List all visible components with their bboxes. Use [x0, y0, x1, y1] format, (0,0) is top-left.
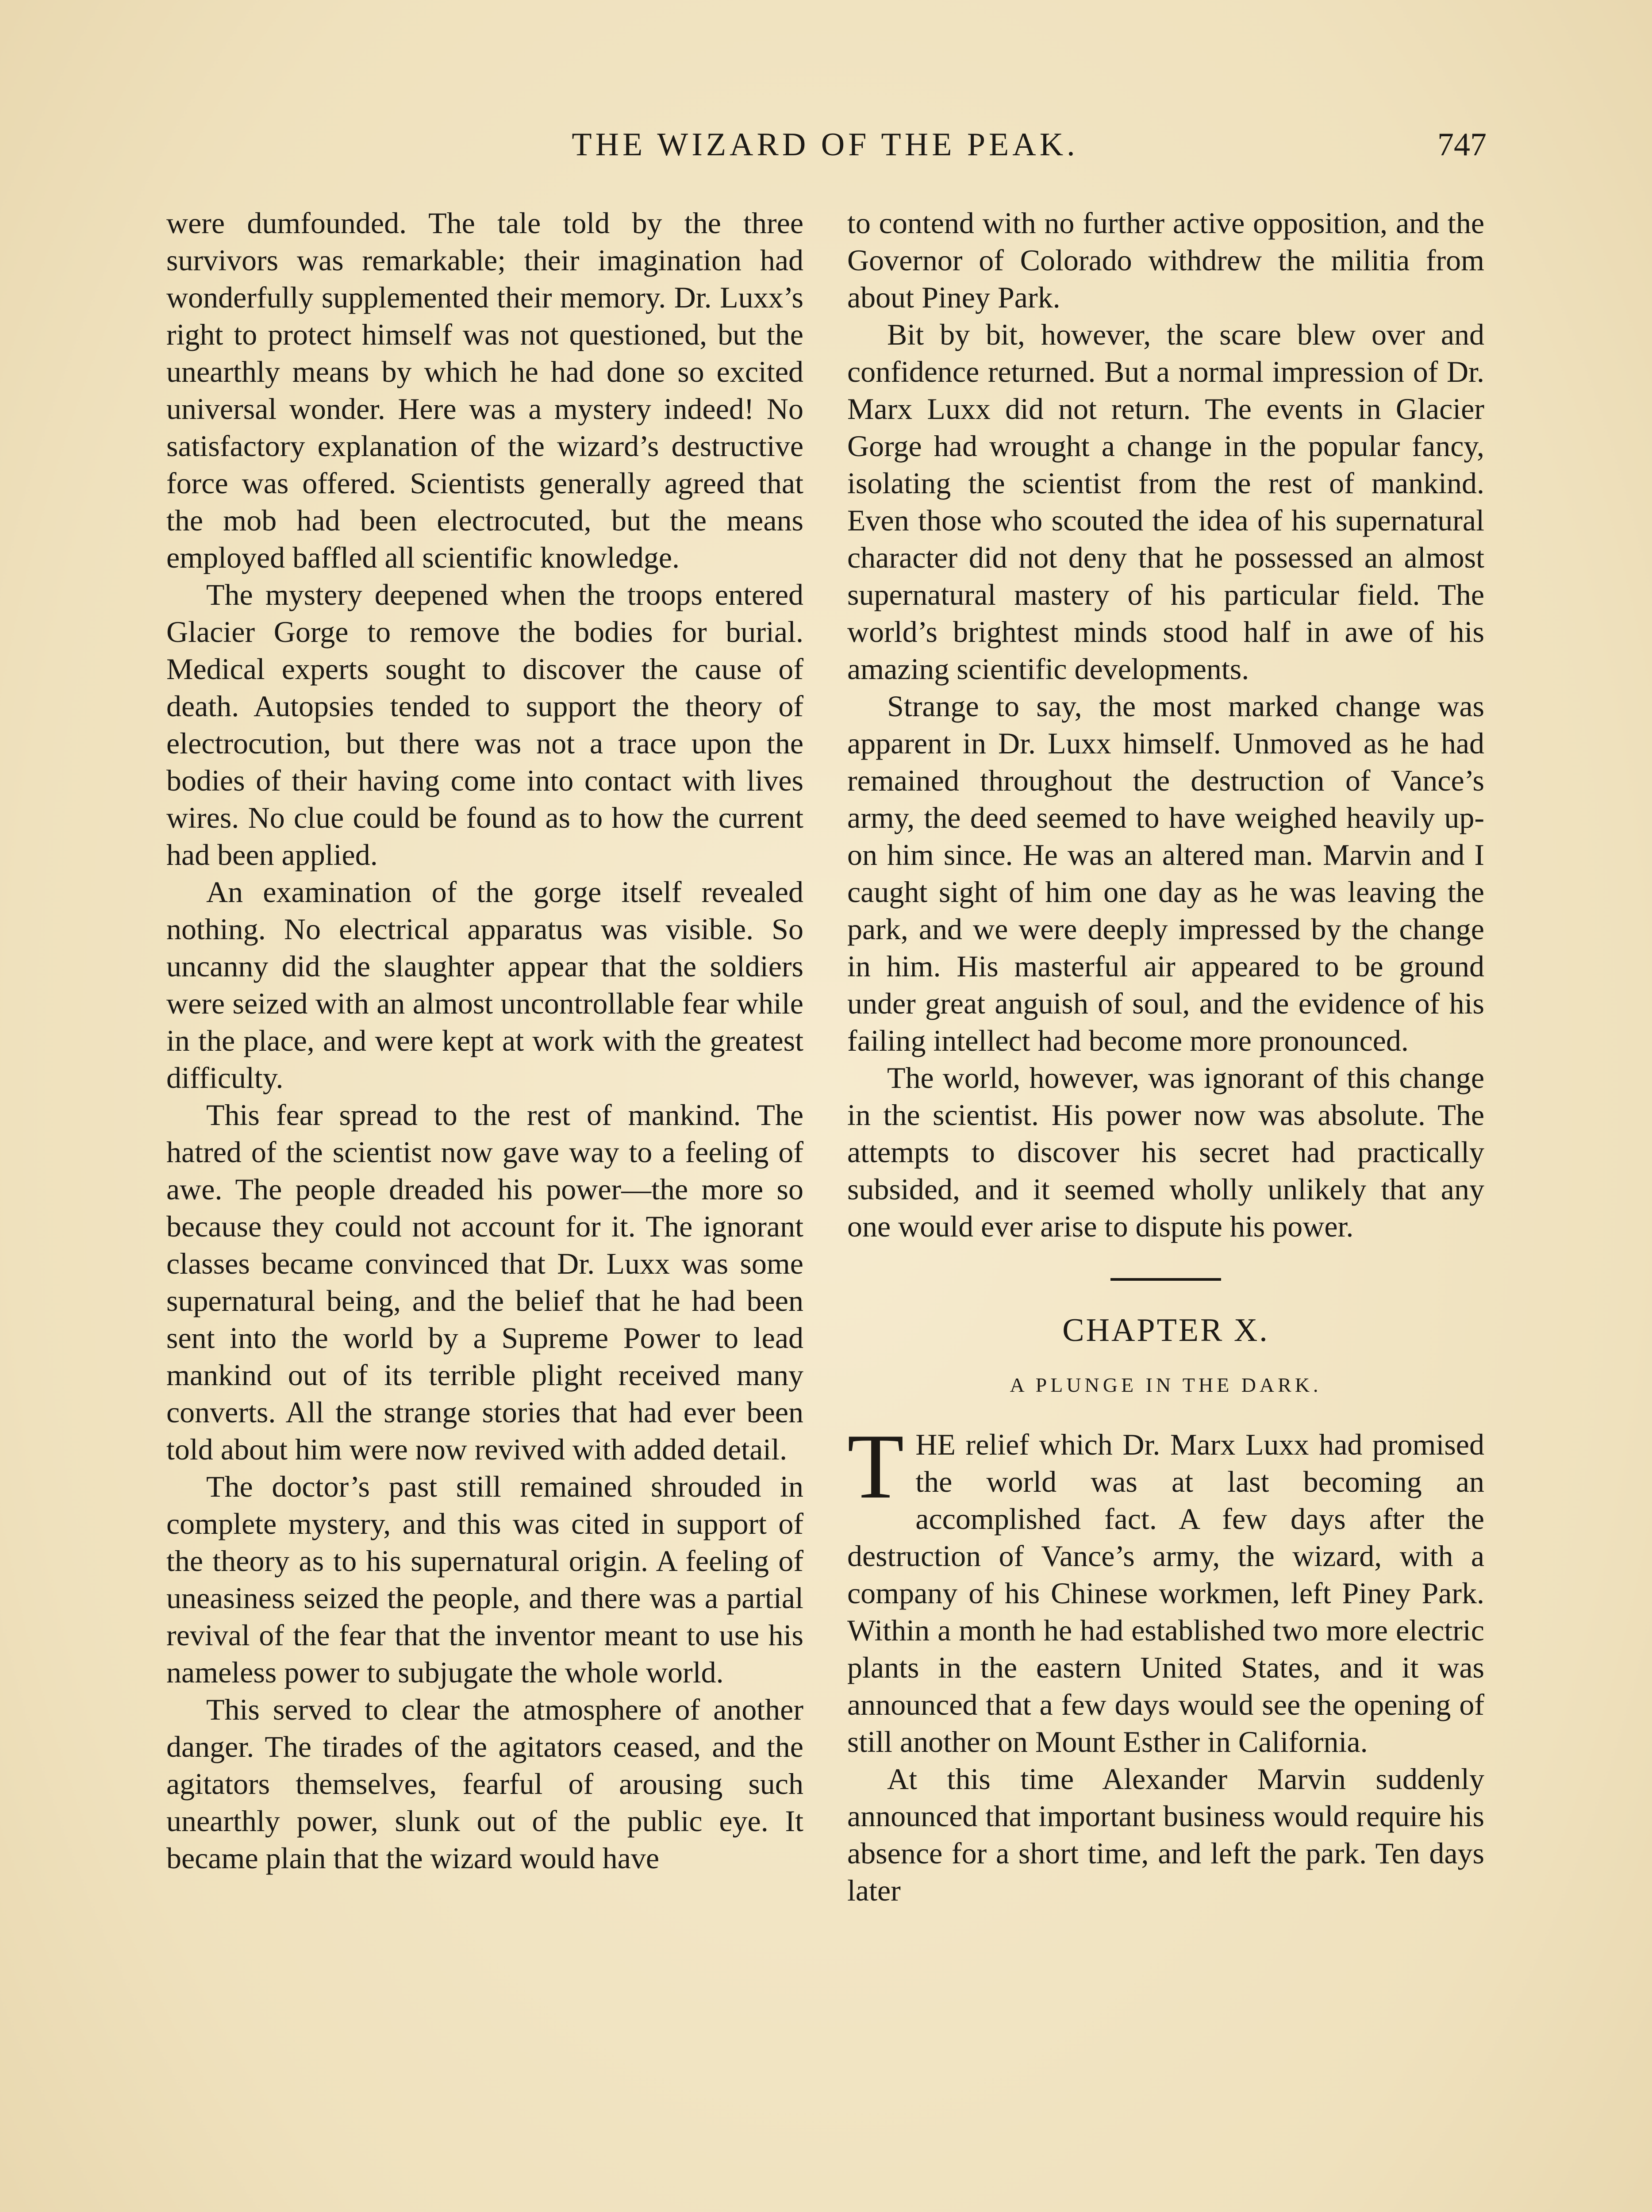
opening-text: HE relief which Dr. Marx Luxx had promised the world was at last becoming an accomplished fact. A few days after the destruction of Vance’s army, the wizard, with a company of his Chinese workmen, left Piney Park. Within a month he had established two more electric plants in the eastern United States, and it was announced that a few days would see the opening of still another on Mount Esther in California. — [847, 1428, 1484, 1759]
paragraph: Strange to say, the most marked change was apparent in Dr. Luxx himself. Unmoved as he had remained throughout the destruction of Vance’s army, the deed seemed to have weighed heavily upon him since. He was an altered man. Marvin and I caught sight of him one day as he was leaving the park, and we were deeply impressed by the change in him. His masterful air appeared to be ground under great anguish of soul, and the evidence of his failing intellect had become more pronounced. — [847, 689, 1484, 1057]
chapter-subtitle: A PLUNGE IN THE DARK. — [1010, 1374, 1322, 1396]
paragraph: The world, however, was ignorant of this change in the scientist. His power now was absolute. The attempts to discover his secret had practically subsided, and it seemed wholly unlikely that any one would ever arise to dispute his power. — [847, 1061, 1484, 1243]
chapter-title: CHAPTER X. — [1062, 1312, 1269, 1348]
left-column — [166, 204, 803, 1877]
paragraph: At this time Alexander Marvin suddenly announced that important business would require his absence for a short time, and left the park. Ten days later — [847, 1762, 1484, 1907]
running-title: THE WIZARD OF THE PEAK. — [572, 127, 1079, 163]
running-head — [164, 126, 1487, 175]
paragraph: This served to clear the atmosphere of another danger. The tirades of the agitators ceased, and the agitators themselves, fearful of arousing such unearthly power, slunk out of the public eye. It became plain that the wizard would have — [166, 1693, 803, 1875]
paragraph: An examination of the gorge itself revealed nothing. No electrical apparatus was visible. So uncanny did the slaughter appear that the soldiers were seized with an almost uncontrollable fear while in the place, and were kept at work with the greatest difficulty. — [166, 875, 803, 1094]
paragraph: The mystery deepened when the troops entered Glacier Gorge to remove the bodies for burial. Medical experts sought to discover the cause of death. Autopsies tended to support the theory of electrocution, but there was not a trace upon the bodies of their having come into contact with lives wires. No clue could be found as to how the current had been applied. — [166, 578, 803, 872]
paragraph: Bit by bit, however, the scare blew over and confidence returned. But a normal impression of Dr. Marx Luxx did not return. The events in Glacier Gorge had wrought a change in the popular fancy, isolating the scientist from the rest of mankind. Even those who scouted the idea of his supernatural character did not deny that he possessed an almost supernatural mastery of his particular field. The world’s brightest minds stood half in awe of his amazing scientific developments. — [847, 318, 1484, 686]
paragraph: This fear spread to the rest of mankind. The hatred of the scientist now gave way to a feeling of awe. The people dreaded his power—the more so because they could not account for it. The ignorant classes became convinced that Dr. Luxx was some supernatural being, and the belief that he had been sent into the world by a Supreme Power to lead mankind out of its terrible plight received many converts. All the strange stories that had ever been told about him were now revived with added detail. — [166, 1098, 803, 1466]
page-number: 747 — [1437, 127, 1487, 163]
paragraph: were dumfounded. The tale told by the three survivors was remarkable; their imagination had wonderfully supplemented their memory. Dr. Luxx’s right to protect himself was not questioned, but the unearthly means by which he had done so excited universal wonder. Here was a mystery indeed! No satisfactory explanation of the wizard’s destructive force was offered. Scientists generally agreed that the mob had been electrocuted, but the means employed baffled all scientific knowledge. — [166, 206, 803, 574]
drop-cap: T — [847, 1415, 904, 1518]
paragraph: to contend with no further active opposition, and the Governor of Colorado withdrew the militia from about Piney Park. — [847, 206, 1484, 314]
chapter-opening-paragraph — [847, 1415, 1484, 1760]
section-divider — [1110, 1278, 1221, 1281]
paragraph: The doctor’s past still remained shrouded in complete mystery, and this was cited in support of the theory as to his supernatural origin. A feeling of uneasiness seized the people, and there was a partial revival of the fear that the inventor meant to use his nameless power to subjugate the whole world. — [166, 1470, 803, 1689]
right-column — [847, 204, 1484, 1909]
